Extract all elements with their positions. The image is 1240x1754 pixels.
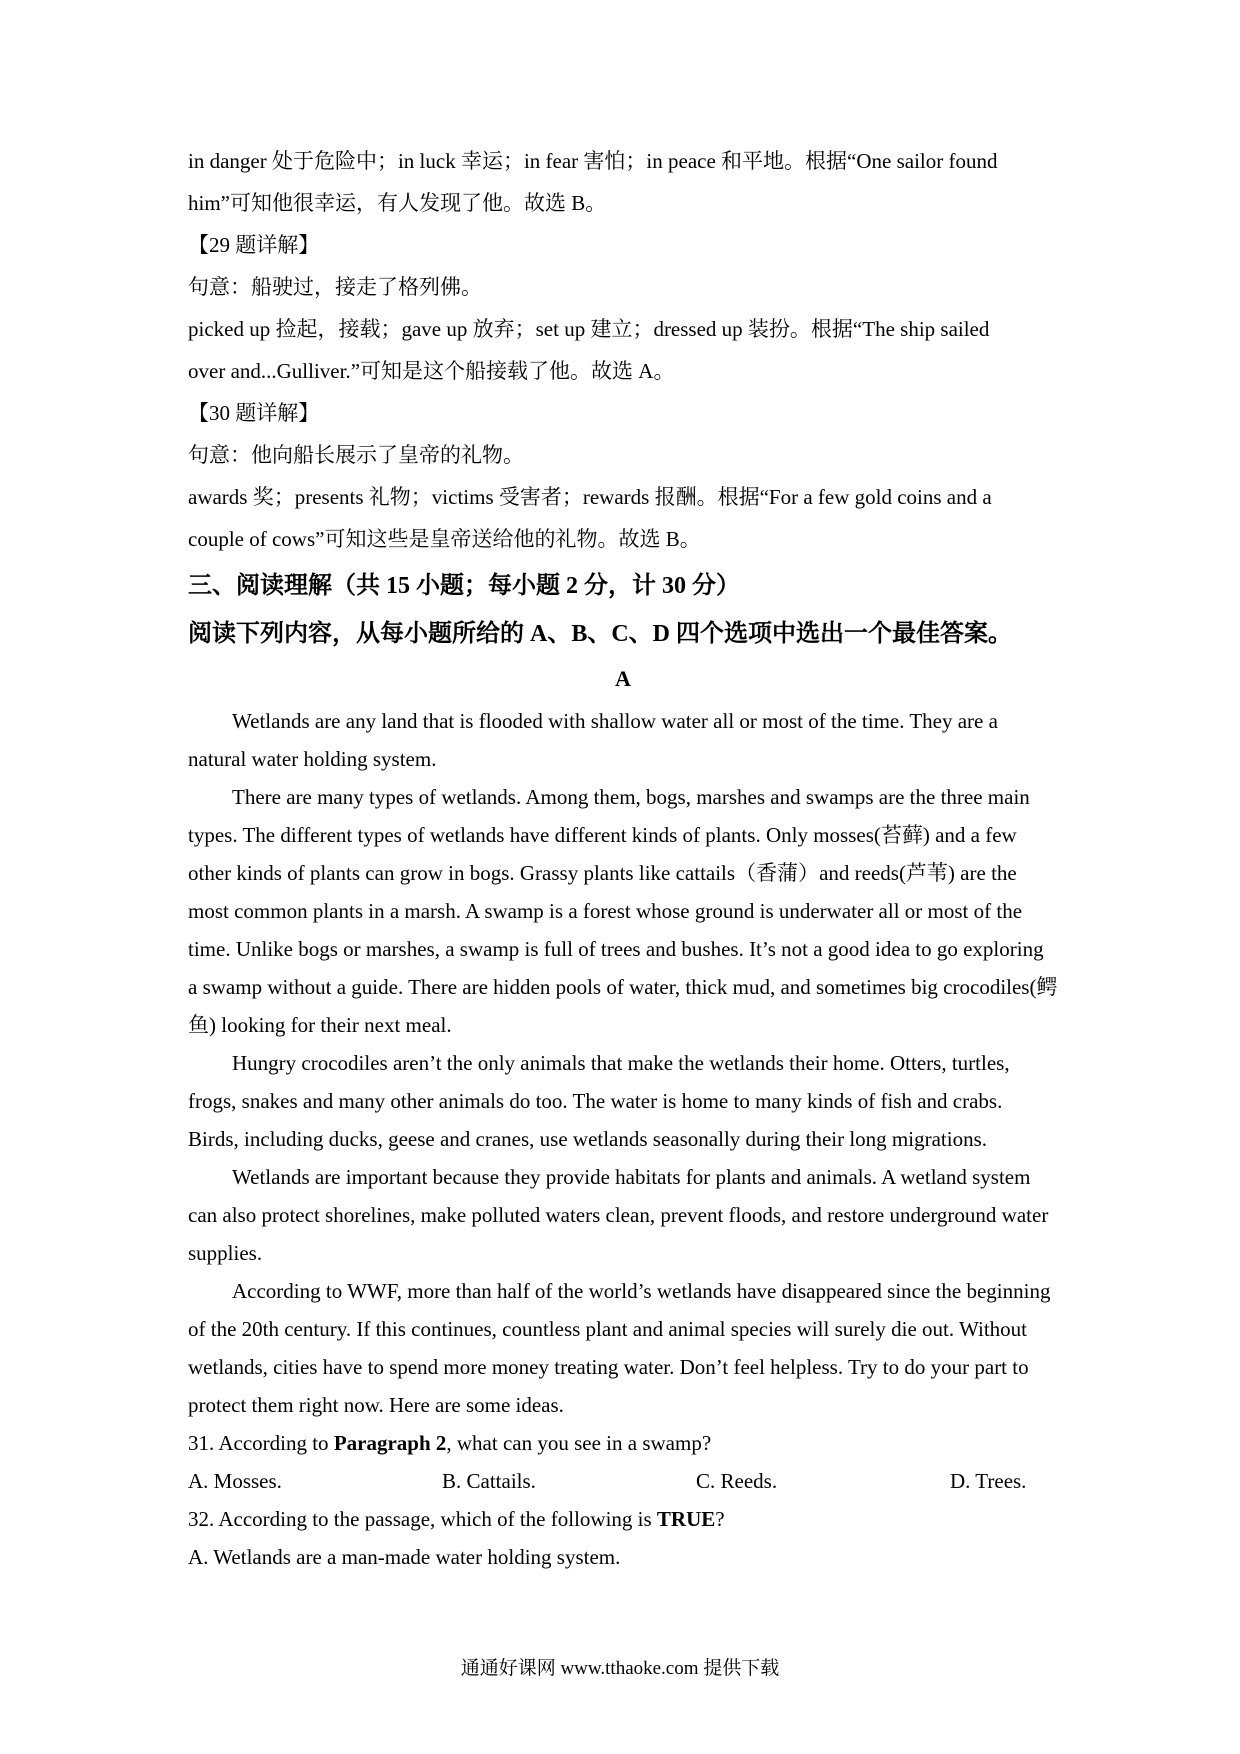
question-detail-heading: 【30 题详解】 (188, 401, 320, 425)
text-line: him”可知他很幸运，有人发现了他。故选 B。 (188, 191, 607, 215)
option-d: D. Trees. (950, 1469, 1027, 1493)
question-31 (188, 1424, 1058, 1462)
option-c: C. Reeds. (696, 1469, 778, 1493)
section-heading: 三、阅读理解（共 15 小题；每小题 2 分，计 30 分） (188, 573, 740, 599)
question-detail-heading: 【29 题详解】 (188, 233, 320, 257)
answer-explanations (188, 140, 1058, 560)
text-line: 句意：船驶过，接走了格列佛。 (188, 275, 482, 299)
section-instruction: 阅读下列内容，从每小题所给的 A、B、C、D 四个选项中选出一个最佳答案。 (188, 621, 1013, 647)
text-line: 句意：他向船长展示了皇帝的礼物。 (188, 443, 524, 467)
question-text: 32. According to the passage, which of the following is (188, 1507, 657, 1531)
question-31-options (188, 1462, 1058, 1500)
passage-paragraph: Hungry crocodiles aren’t the only animals that make the wetlands their home. Otters, turtles, frogs, snakes and many other animals do too. The water is home to many kinds of fish and crabs. Birds, including ducks, geese and cranes, use wetlands seasonally during their long migrations. (188, 1051, 1010, 1151)
passage-paragraph: According to WWF, more than half of the world’s wetlands have disappeared since the beginning of the 20th century. If this continues, countless plant and animal species will surely die out. Without wetlands, cities have to spend more money treating water. Don’t feel helpless. Try to do your part to protect them right now. Here are some ideas. (188, 1279, 1051, 1417)
question-text: ? (715, 1507, 725, 1531)
option-a: A. Mosses. (188, 1469, 282, 1493)
question-text: , what can you see in a swamp? (446, 1431, 712, 1455)
option-a: A. Wetlands are a man-made water holding system. (188, 1545, 621, 1569)
text-line: in danger 处于危险中；in luck 幸运；in fear 害怕；in peace 和平地。根据“One sailor found (188, 149, 998, 173)
text-line: picked up 捡起，接载；gave up 放弃；set up 建立；dressed up 装扮。根据“The ship sailed (188, 317, 990, 341)
text-line: over and...Gulliver.”可知是这个船接载了他。故选 A。 (188, 359, 675, 383)
page-footer: 通通好课网 www.tthaoke.com 提供下载 (460, 1658, 780, 1679)
passage-label: A (615, 666, 631, 691)
question-text: 31. According to (188, 1431, 334, 1455)
text-line: couple of cows”可知这些是皇帝送给他的礼物。故选 B。 (188, 527, 701, 551)
question-emphasis: TRUE (656, 1507, 716, 1531)
option-b: B. Cattails. (442, 1469, 536, 1493)
passage-paragraph: There are many types of wetlands. Among them, bogs, marshes and swamps are the three main types. The different types of wetlands have different kinds of plants. Only mosses(苔藓) and a few other kinds of plants can grow in bogs. Grassy plants like cattails（香蒲）and reeds(芦苇) are the most common plants in a marsh. A swamp is a forest whose ground is underwater all or most of the time. Unlike bogs or marshes, a swamp is full of trees and bushes. It’s not a good idea to go exploring a swamp without a guide. There are hidden pools of water, thick mud, and sometimes big crocodiles(鳄鱼) looking for their next meal. (188, 785, 1058, 1037)
question-emphasis: Paragraph 2 (333, 1431, 447, 1455)
question-32 (188, 1500, 1058, 1538)
passage-paragraph: Wetlands are important because they provide habitats for plants and animals. A wetland system can also protect shorelines, make polluted waters clean, prevent floods, and restore underground water supplies. (188, 1165, 1049, 1265)
document-page (188, 140, 1058, 1576)
passage-paragraph: Wetlands are any land that is flooded with shallow water all or most of the time. They are a natural water holding system. (188, 709, 998, 771)
text-line: awards 奖；presents 礼物；victims 受害者；rewards 报酬。根据“For a few gold coins and a (188, 485, 992, 509)
